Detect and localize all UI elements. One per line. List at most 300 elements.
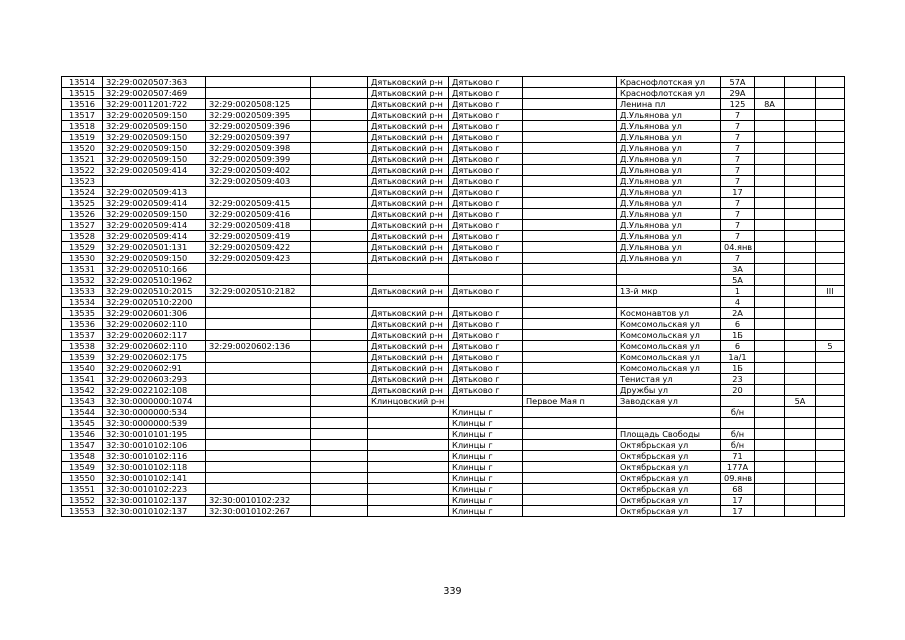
cadastral-number-cell: 32:29:0020509:150	[103, 209, 206, 220]
record-number-cell: 13521	[62, 154, 103, 165]
record-number-cell: 13514	[62, 77, 103, 88]
district-cell: Дятьковский р-н	[368, 286, 449, 297]
cadastral-number-cell: 32:30:0010102:118	[103, 462, 206, 473]
extra-cell	[816, 308, 845, 319]
settlement-cell	[523, 176, 617, 187]
house-number-cell: 7	[721, 220, 755, 231]
building-cell	[755, 209, 785, 220]
empty-cell	[311, 121, 368, 132]
flat-cell	[785, 242, 816, 253]
street-cell: 13-й мкр	[617, 286, 721, 297]
record-number-cell: 13542	[62, 385, 103, 396]
city-cell: Клинцы г	[449, 429, 523, 440]
extra-cell	[816, 154, 845, 165]
street-cell: Д.Ульянова ул	[617, 143, 721, 154]
flat-cell	[785, 429, 816, 440]
property-register-table	[61, 76, 845, 517]
linked-cadastral-number-cell: 32:29:0020509:416	[206, 209, 311, 220]
house-number-cell: б/н	[721, 407, 755, 418]
district-cell: Дятьковский р-н	[368, 198, 449, 209]
extra-cell: III	[816, 286, 845, 297]
table-row	[62, 308, 845, 319]
house-number-cell: 7	[721, 110, 755, 121]
district-cell	[368, 429, 449, 440]
cadastral-number-cell: 32:30:0010102:141	[103, 473, 206, 484]
building-cell	[755, 297, 785, 308]
city-cell: Дятьково г	[449, 253, 523, 264]
city-cell: Дятьково г	[449, 176, 523, 187]
settlement-cell	[523, 242, 617, 253]
flat-cell	[785, 121, 816, 132]
extra-cell	[816, 429, 845, 440]
cadastral-number-cell: 32:30:0010102:137	[103, 506, 206, 517]
settlement-cell	[523, 220, 617, 231]
table-row	[62, 341, 845, 352]
street-cell: Октябрьская ул	[617, 495, 721, 506]
city-cell: Клинцы г	[449, 506, 523, 517]
cadastral-number-cell: 32:29:0011201:722	[103, 99, 206, 110]
house-number-cell: б/н	[721, 429, 755, 440]
building-cell	[755, 286, 785, 297]
record-number-cell: 13548	[62, 451, 103, 462]
record-number-cell: 13528	[62, 231, 103, 242]
cadastral-number-cell: 32:29:0020509:150	[103, 132, 206, 143]
city-cell: Дятьково г	[449, 341, 523, 352]
settlement-cell	[523, 143, 617, 154]
building-cell	[755, 363, 785, 374]
empty-cell	[311, 440, 368, 451]
table-row	[62, 121, 845, 132]
city-cell: Дятьково г	[449, 198, 523, 209]
linked-cadastral-number-cell: 32:29:0020509:396	[206, 121, 311, 132]
record-number-cell: 13526	[62, 209, 103, 220]
building-cell	[755, 242, 785, 253]
city-cell: Дятьково г	[449, 352, 523, 363]
district-cell: Дятьковский р-н	[368, 176, 449, 187]
building-cell	[755, 319, 785, 330]
extra-cell	[816, 220, 845, 231]
street-cell: Октябрьская ул	[617, 473, 721, 484]
district-cell: Дятьковский р-н	[368, 77, 449, 88]
record-number-cell: 13523	[62, 176, 103, 187]
building-cell	[755, 110, 785, 121]
table-row	[62, 352, 845, 363]
empty-cell	[311, 407, 368, 418]
table-row	[62, 396, 845, 407]
city-cell: Дятьково г	[449, 220, 523, 231]
house-number-cell: 7	[721, 165, 755, 176]
building-cell	[755, 407, 785, 418]
flat-cell	[785, 440, 816, 451]
settlement-cell	[523, 231, 617, 242]
record-number-cell: 13547	[62, 440, 103, 451]
record-number-cell: 13543	[62, 396, 103, 407]
building-cell	[755, 176, 785, 187]
flat-cell	[785, 495, 816, 506]
record-number-cell: 13518	[62, 121, 103, 132]
linked-cadastral-number-cell	[206, 275, 311, 286]
street-cell: Октябрьская ул	[617, 506, 721, 517]
district-cell: Дятьковский р-н	[368, 88, 449, 99]
record-number-cell: 13530	[62, 253, 103, 264]
empty-cell	[311, 484, 368, 495]
linked-cadastral-number-cell: 32:29:0020509:399	[206, 154, 311, 165]
table-row	[62, 286, 845, 297]
district-cell	[368, 462, 449, 473]
flat-cell	[785, 99, 816, 110]
street-cell: Октябрьская ул	[617, 440, 721, 451]
settlement-cell	[523, 495, 617, 506]
cadastral-number-cell: 32:29:0020509:413	[103, 187, 206, 198]
cadastral-number-cell: 32:29:0020507:363	[103, 77, 206, 88]
cadastral-number-cell: 32:29:0020510:1962	[103, 275, 206, 286]
table-row	[62, 198, 845, 209]
house-number-cell: 6	[721, 341, 755, 352]
settlement-cell	[523, 352, 617, 363]
empty-cell	[311, 187, 368, 198]
cadastral-number-cell: 32:29:0020601:306	[103, 308, 206, 319]
record-number-cell: 13537	[62, 330, 103, 341]
table-row	[62, 462, 845, 473]
street-cell	[617, 418, 721, 429]
empty-cell	[311, 132, 368, 143]
house-number-cell: 6	[721, 319, 755, 330]
house-number-cell: 71	[721, 451, 755, 462]
city-cell: Клинцы г	[449, 484, 523, 495]
table-row	[62, 220, 845, 231]
building-cell	[755, 418, 785, 429]
table-row	[62, 176, 845, 187]
flat-cell	[785, 275, 816, 286]
record-number-cell: 13541	[62, 374, 103, 385]
extra-cell	[816, 407, 845, 418]
settlement-cell	[523, 440, 617, 451]
building-cell	[755, 308, 785, 319]
empty-cell	[311, 429, 368, 440]
flat-cell	[785, 451, 816, 462]
city-cell: Дятьково г	[449, 143, 523, 154]
empty-cell	[311, 396, 368, 407]
city-cell: Клинцы г	[449, 451, 523, 462]
street-cell: Комсомольская ул	[617, 330, 721, 341]
empty-cell	[311, 99, 368, 110]
settlement-cell	[523, 264, 617, 275]
cadastral-number-cell: 32:29:0020509:150	[103, 143, 206, 154]
building-cell	[755, 275, 785, 286]
district-cell: Дятьковский р-н	[368, 99, 449, 110]
house-number-cell: 04.янв	[721, 242, 755, 253]
district-cell: Дятьковский р-н	[368, 231, 449, 242]
cadastral-number-cell: 32:29:0020602:117	[103, 330, 206, 341]
extra-cell	[816, 374, 845, 385]
linked-cadastral-number-cell	[206, 407, 311, 418]
district-cell	[368, 484, 449, 495]
cadastral-number-cell: 32:30:0010101:195	[103, 429, 206, 440]
street-cell: Комсомольская ул	[617, 352, 721, 363]
building-cell	[755, 77, 785, 88]
table-row	[62, 374, 845, 385]
cadastral-number-cell: 32:29:0020510:166	[103, 264, 206, 275]
table-row	[62, 429, 845, 440]
street-cell: Ленина пл	[617, 99, 721, 110]
record-number-cell: 13520	[62, 143, 103, 154]
extra-cell	[816, 495, 845, 506]
city-cell: Дятьково г	[449, 319, 523, 330]
cadastral-number-cell: 32:29:0020509:150	[103, 253, 206, 264]
extra-cell	[816, 451, 845, 462]
record-number-cell: 13544	[62, 407, 103, 418]
house-number-cell: 7	[721, 143, 755, 154]
record-number-cell: 13519	[62, 132, 103, 143]
empty-cell	[311, 506, 368, 517]
table-row	[62, 330, 845, 341]
flat-cell: 5А	[785, 396, 816, 407]
empty-cell	[311, 275, 368, 286]
flat-cell	[785, 374, 816, 385]
empty-cell	[311, 77, 368, 88]
city-cell	[449, 264, 523, 275]
empty-cell	[311, 198, 368, 209]
street-cell: Площадь Свободы	[617, 429, 721, 440]
house-number-cell: 29А	[721, 88, 755, 99]
district-cell: Дятьковский р-н	[368, 374, 449, 385]
house-number-cell: 2А	[721, 308, 755, 319]
flat-cell	[785, 407, 816, 418]
empty-cell	[311, 242, 368, 253]
building-cell	[755, 385, 785, 396]
flat-cell	[785, 264, 816, 275]
district-cell: Дятьковский р-н	[368, 385, 449, 396]
cadastral-number-cell: 32:29:0020603:293	[103, 374, 206, 385]
street-cell: Октябрьская ул	[617, 451, 721, 462]
empty-cell	[311, 297, 368, 308]
record-number-cell: 13532	[62, 275, 103, 286]
empty-cell	[311, 374, 368, 385]
settlement-cell	[523, 451, 617, 462]
empty-cell	[311, 143, 368, 154]
building-cell	[755, 451, 785, 462]
city-cell: Дятьково г	[449, 154, 523, 165]
district-cell	[368, 418, 449, 429]
house-number-cell: 4	[721, 297, 755, 308]
linked-cadastral-number-cell	[206, 473, 311, 484]
empty-cell	[311, 88, 368, 99]
cadastral-number-cell: 32:29:0020510:2015	[103, 286, 206, 297]
empty-cell	[311, 110, 368, 121]
record-number-cell: 13540	[62, 363, 103, 374]
district-cell	[368, 275, 449, 286]
city-cell: Клинцы г	[449, 407, 523, 418]
city-cell: Клинцы г	[449, 495, 523, 506]
house-number-cell: 5А	[721, 275, 755, 286]
cadastral-number-cell: 32:30:0010102:106	[103, 440, 206, 451]
flat-cell	[785, 253, 816, 264]
table-row	[62, 473, 845, 484]
house-number-cell: 7	[721, 231, 755, 242]
district-cell: Дятьковский р-н	[368, 165, 449, 176]
table-row	[62, 165, 845, 176]
linked-cadastral-number-cell: 32:30:0010102:267	[206, 506, 311, 517]
extra-cell	[816, 264, 845, 275]
empty-cell	[311, 495, 368, 506]
street-cell: Д.Ульянова ул	[617, 176, 721, 187]
flat-cell	[785, 352, 816, 363]
building-cell	[755, 352, 785, 363]
street-cell: Краснофлотская ул	[617, 88, 721, 99]
city-cell: Дятьково г	[449, 330, 523, 341]
table-row	[62, 77, 845, 88]
record-number-cell: 13549	[62, 462, 103, 473]
building-cell	[755, 440, 785, 451]
district-cell	[368, 506, 449, 517]
building-cell	[755, 187, 785, 198]
table-row	[62, 451, 845, 462]
linked-cadastral-number-cell	[206, 385, 311, 396]
house-number-cell: 1а/1	[721, 352, 755, 363]
district-cell: Дятьковский р-н	[368, 341, 449, 352]
record-number-cell: 13534	[62, 297, 103, 308]
record-number-cell: 13545	[62, 418, 103, 429]
building-cell	[755, 121, 785, 132]
extra-cell	[816, 319, 845, 330]
cadastral-number-cell: 32:29:0020501:131	[103, 242, 206, 253]
street-cell: Краснофлотская ул	[617, 77, 721, 88]
extra-cell	[816, 275, 845, 286]
settlement-cell	[523, 374, 617, 385]
linked-cadastral-number-cell	[206, 88, 311, 99]
record-number-cell: 13552	[62, 495, 103, 506]
extra-cell	[816, 297, 845, 308]
extra-cell	[816, 253, 845, 264]
city-cell	[449, 396, 523, 407]
district-cell: Дятьковский р-н	[368, 187, 449, 198]
flat-cell	[785, 187, 816, 198]
street-cell: Комсомольская ул	[617, 341, 721, 352]
building-cell	[755, 132, 785, 143]
district-cell: Дятьковский р-н	[368, 363, 449, 374]
settlement-cell	[523, 341, 617, 352]
house-number-cell: 09.янв	[721, 473, 755, 484]
empty-cell	[311, 209, 368, 220]
record-number-cell: 13531	[62, 264, 103, 275]
house-number-cell: 17	[721, 495, 755, 506]
linked-cadastral-number-cell	[206, 363, 311, 374]
cadastral-number-cell: 32:29:0020510:2200	[103, 297, 206, 308]
city-cell: Клинцы г	[449, 473, 523, 484]
house-number-cell	[721, 418, 755, 429]
settlement-cell	[523, 319, 617, 330]
record-number-cell: 13536	[62, 319, 103, 330]
district-cell: Дятьковский р-н	[368, 308, 449, 319]
district-cell	[368, 297, 449, 308]
settlement-cell	[523, 275, 617, 286]
empty-cell	[311, 418, 368, 429]
street-cell: Космонавтов ул	[617, 308, 721, 319]
cadastral-number-cell: 32:30:0010102:223	[103, 484, 206, 495]
cadastral-number-cell: 32:30:0010102:137	[103, 495, 206, 506]
house-number-cell: 23	[721, 374, 755, 385]
linked-cadastral-number-cell: 32:29:0020509:423	[206, 253, 311, 264]
district-cell: Дятьковский р-н	[368, 242, 449, 253]
building-cell	[755, 495, 785, 506]
flat-cell	[785, 462, 816, 473]
extra-cell	[816, 363, 845, 374]
city-cell: Дятьково г	[449, 363, 523, 374]
linked-cadastral-number-cell: 32:29:0020509:422	[206, 242, 311, 253]
settlement-cell	[523, 110, 617, 121]
extra-cell: 5	[816, 341, 845, 352]
record-number-cell: 13535	[62, 308, 103, 319]
city-cell	[449, 297, 523, 308]
street-cell: Д.Ульянова ул	[617, 242, 721, 253]
city-cell: Клинцы г	[449, 462, 523, 473]
empty-cell	[311, 462, 368, 473]
street-cell: Д.Ульянова ул	[617, 110, 721, 121]
settlement-cell	[523, 429, 617, 440]
settlement-cell	[523, 77, 617, 88]
linked-cadastral-number-cell	[206, 440, 311, 451]
street-cell: Комсомольская ул	[617, 363, 721, 374]
empty-cell	[311, 473, 368, 484]
cadastral-number-cell: 32:29:0022102:108	[103, 385, 206, 396]
flat-cell	[785, 286, 816, 297]
extra-cell	[816, 462, 845, 473]
linked-cadastral-number-cell: 32:29:0020509:419	[206, 231, 311, 242]
linked-cadastral-number-cell: 32:29:0020509:395	[206, 110, 311, 121]
empty-cell	[311, 451, 368, 462]
settlement-cell	[523, 363, 617, 374]
extra-cell	[816, 385, 845, 396]
linked-cadastral-number-cell	[206, 451, 311, 462]
district-cell: Дятьковский р-н	[368, 143, 449, 154]
extra-cell	[816, 242, 845, 253]
empty-cell	[311, 253, 368, 264]
cadastral-number-cell: 32:29:0020509:414	[103, 220, 206, 231]
district-cell: Дятьковский р-н	[368, 330, 449, 341]
linked-cadastral-number-cell	[206, 77, 311, 88]
city-cell: Дятьково г	[449, 374, 523, 385]
street-cell: Д.Ульянова ул	[617, 253, 721, 264]
table-row	[62, 385, 845, 396]
city-cell: Дятьково г	[449, 286, 523, 297]
cadastral-number-cell: 32:29:0020602:110	[103, 341, 206, 352]
extra-cell	[816, 198, 845, 209]
linked-cadastral-number-cell: 32:29:0020602:136	[206, 341, 311, 352]
table-row	[62, 484, 845, 495]
cadastral-number-cell: 32:29:0020509:150	[103, 110, 206, 121]
linked-cadastral-number-cell: 32:29:0020509:403	[206, 176, 311, 187]
city-cell: Дятьково г	[449, 231, 523, 242]
record-number-cell: 13516	[62, 99, 103, 110]
city-cell: Клинцы г	[449, 418, 523, 429]
city-cell: Дятьково г	[449, 385, 523, 396]
street-cell: Октябрьская ул	[617, 484, 721, 495]
extra-cell	[816, 99, 845, 110]
district-cell: Дятьковский р-н	[368, 220, 449, 231]
empty-cell	[311, 154, 368, 165]
linked-cadastral-number-cell: 32:30:0010102:232	[206, 495, 311, 506]
cadastral-number-cell: 32:29:0020509:150	[103, 154, 206, 165]
record-number-cell: 13529	[62, 242, 103, 253]
linked-cadastral-number-cell	[206, 462, 311, 473]
extra-cell	[816, 418, 845, 429]
flat-cell	[785, 110, 816, 121]
settlement-cell	[523, 407, 617, 418]
cadastral-number-cell: 32:29:0020507:469	[103, 88, 206, 99]
cadastral-number-cell	[103, 176, 206, 187]
empty-cell	[311, 341, 368, 352]
flat-cell	[785, 418, 816, 429]
